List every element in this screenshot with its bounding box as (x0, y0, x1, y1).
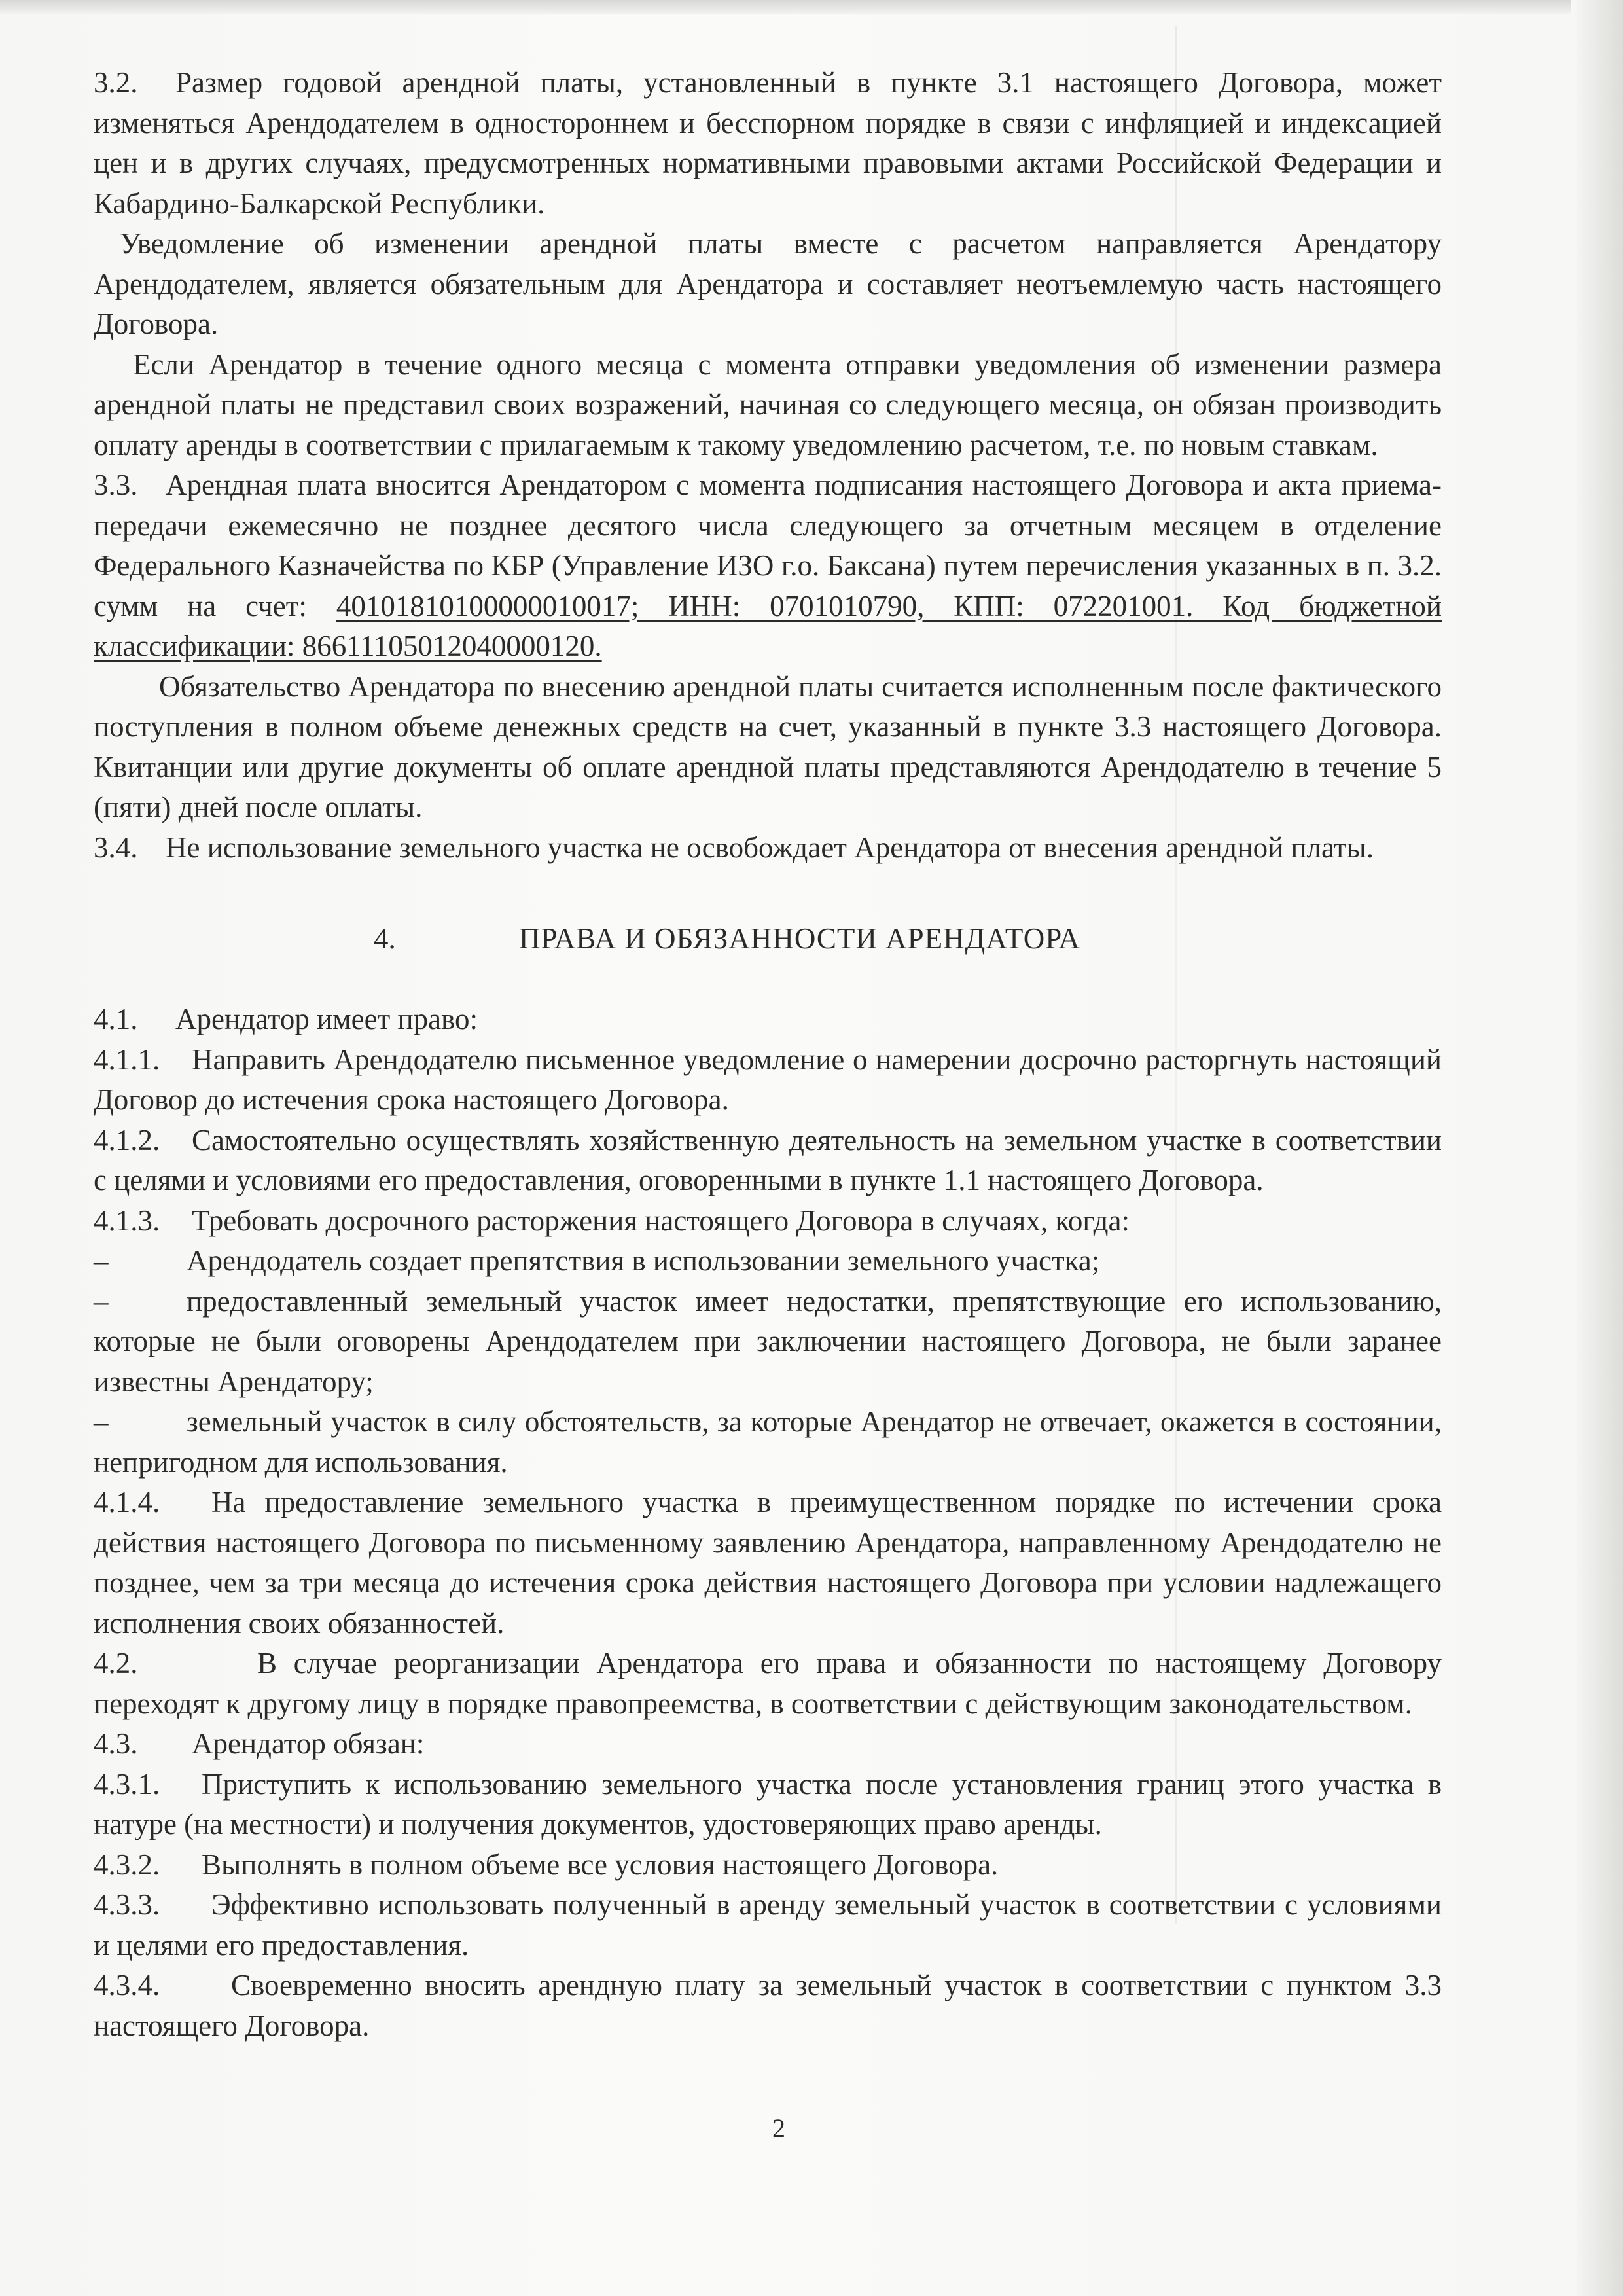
document-body (94, 63, 1442, 2046)
item-4-1-2 (94, 1121, 1442, 1201)
paragraph-3-4 (94, 828, 1442, 869)
clause-text: Арендатор имеет право: (175, 1003, 478, 1035)
scan-right-edge (1577, 0, 1623, 2296)
page-number: 2 (772, 2113, 785, 2143)
clause-number: 4.1. (94, 1003, 138, 1035)
item-4-3-3 (94, 1885, 1442, 1965)
clause-text: Приступить к использованию земельного участка после установления границ этого участка в натуре (на местности) и получения документов, удостоверяющих право аренды. (94, 1767, 1442, 1840)
clause-text: Требовать досрочного расторжения настоящего Договора в случаях, когда: (192, 1204, 1130, 1237)
item-4-2 (94, 1643, 1442, 1724)
dash-marker: – (94, 1244, 109, 1277)
clause-number: 4.1.3. (94, 1204, 160, 1237)
clause-text: предоставленный земельный участок имеет недостатки, препятствующие его использованию, которые не были оговорены Арендодателем при заключении настоящего Договора, не были заранее известны Арендатору; (94, 1284, 1442, 1398)
paragraph-3-2 (94, 63, 1442, 224)
dash-marker: – (94, 1405, 109, 1438)
clause-text: Обязательство Арендатора по внесению арендной платы считается исполненным после фактического поступления в полном объеме денежных средств на счет, указанный в пункте 3.3 настоящего Договора. Квитанции или другие документы об оплате арендной платы представляются Арендодателю в течение 5 (пяти) дней после оплаты. (94, 670, 1442, 823)
item-4-1 (94, 999, 1442, 1040)
item-4-1-1 (94, 1040, 1442, 1121)
clause-number: 4.1.4. (94, 1486, 160, 1518)
list-item-unusable (94, 1402, 1442, 1482)
item-4-3-1 (94, 1765, 1442, 1845)
clause-text: На предоставление земельного участка в преимущественном порядке по истечении срока действия настоящего Договора по письменному заявлению Арендатора, направленному Арендодателю не позднее, чем за три месяца до истечения срока действия настоящего Договора при условии надлежащего исполнения своих обязанностей. (94, 1486, 1442, 1640)
clause-text: В случае реорганизации Арендатора его права и обязанности по настоящему Договору переходят к другому лицу в порядке правопреемства, в соответствии с действующим законодательством. (94, 1647, 1442, 1720)
clause-text: Арендодатель создает препятствия в использовании земельного участка; (187, 1244, 1100, 1277)
clause-number: 4.1.2. (94, 1123, 160, 1157)
clause-number: 4.3.3. (94, 1888, 160, 1921)
clause-number: 4.3.4. (94, 1969, 160, 2001)
clause-text: Арендатор обязан: (192, 1727, 425, 1760)
paragraph-objection (94, 345, 1442, 466)
clause-number: 4.3.2. (94, 1848, 160, 1881)
list-item-obstacles (94, 1241, 1442, 1282)
paragraph-payment-obligation (94, 667, 1442, 828)
section-heading (94, 919, 1442, 959)
clause-text: Своевременно вносить арендную плату за земельный участок в соответствии с пунктом 3.3 настоящего Договора. (94, 1969, 1442, 2042)
clause-text: Выполнять в полном объеме все условия настоящего Договора. (202, 1848, 999, 1881)
clause-text: Уведомление об изменении арендной платы вместе с расчетом направляется Арендатору Арендодателем, является обязательным для Арендатора и составляет неотъемлемую часть настоящего Договора. (94, 227, 1442, 340)
clause-number: 3.3. (94, 469, 138, 501)
bank-details: 40101810100000010017; ИНН: 0701010790, КПП: 072201001. Код бюджетной классификации: 86611105012040000120. (94, 589, 1442, 662)
item-4-1-3 (94, 1201, 1442, 1242)
clause-number: 4.3. (94, 1727, 138, 1760)
scan-top-edge (0, 0, 1571, 14)
paragraph-notice (94, 224, 1442, 345)
clause-number: 3.2. (94, 66, 138, 99)
clause-text: Арендная плата вносится Арендатором с момента подписания настоящего Договора и акта приема-передачи ежемесячно не позднее десятого числа следующего за отчетным месяцем в отделение Федерального Казначейства по КБР (Управление ИЗО г.о. Баксана) путем перечисления указанных в п. 3.2. сумм на счет: (94, 469, 1442, 622)
clause-text: Направить Арендодателю письменное уведомление о намерении досрочно расторгнуть настоящий Договор до истечения срока настоящего Договора. (94, 1043, 1442, 1116)
clause-number: 4.2. (94, 1647, 138, 1679)
clause-number: 4.3.1. (94, 1767, 160, 1801)
list-item-defects (94, 1282, 1442, 1403)
clause-text: Размер годовой арендной платы, установленный в пункте 3.1 настоящего Договора, может изменяться Арендодателем в одностороннем и бесспорном порядке в связи с инфляцией и индексацией цен и в других случаях, предусмотренных нормативными правовыми актами Российской Федерации и Кабардино-Балкарской Республики. (94, 66, 1442, 220)
clause-text: земельный участок в силу обстоятельств, за которые Арендатор не отвечает, окажется в состоянии, непригодном для использования. (94, 1405, 1442, 1479)
item-4-3-2 (94, 1845, 1442, 1886)
clause-text: Не использование земельного участка не освобождает Арендатора от внесения арендной платы. (166, 831, 1374, 864)
dash-marker: – (94, 1284, 109, 1318)
clause-text: Эффективно использовать полученный в аренду земельный участок в соответствии с условиями и целями его предоставления. (94, 1888, 1442, 1962)
clause-text: Самостоятельно осуществлять хозяйственную деятельность на земельном участке в соответствии с целями и условиями его предоставления, оговоренными в пункте 1.1 настоящего Договора. (94, 1123, 1442, 1196)
clause-number: 3.4. (94, 831, 138, 864)
section-number: 4. (374, 922, 396, 955)
clause-text: Если Арендатор в течение одного месяца с момента отправки уведомления об изменении размера арендной платы не представил своих возражений, начиная со следующего месяца, он обязан производить оплату аренды в соответствии с прилагаемым к такому уведомлению расчетом, т.е. по новым ставкам. (94, 348, 1442, 461)
item-4-1-4 (94, 1482, 1442, 1643)
section-title: ПРАВА И ОБЯЗАННОСТИ АРЕНДАТОРА (519, 922, 1081, 955)
paragraph-3-3 (94, 465, 1442, 667)
item-4-3 (94, 1724, 1442, 1765)
item-4-3-4 (94, 1965, 1442, 2046)
clause-number: 4.1.1. (94, 1043, 160, 1076)
